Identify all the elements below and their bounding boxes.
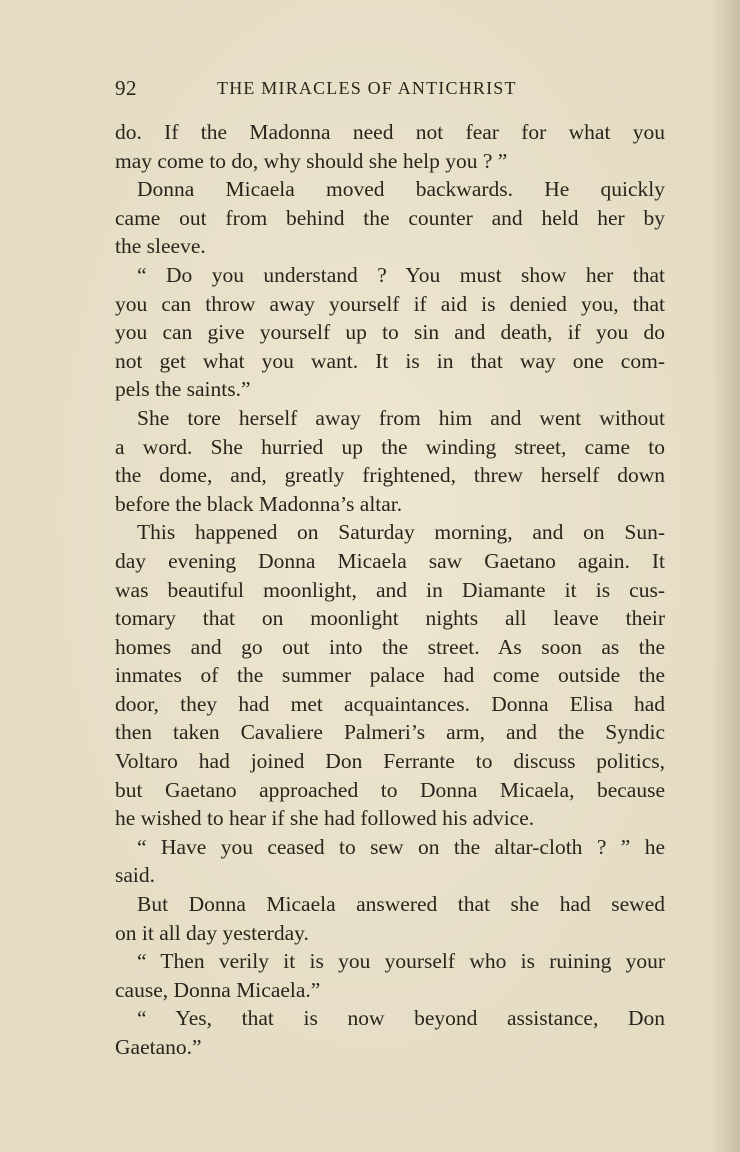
text-line: Gaetano.”: [115, 1035, 202, 1059]
text-line: tomary that on moonlight nights all leave their: [115, 606, 665, 631]
text-line: “ Do you understand ? You must show her that: [137, 262, 665, 287]
text-line: pels the saints.”: [115, 377, 251, 402]
text-line: a word. She hurried up the winding street, came to: [115, 434, 665, 459]
text-line: But Donna Micaela answered that she had sewed: [137, 892, 665, 917]
text-line: Donna Micaela moved backwards. He quickly: [137, 177, 665, 202]
text-line: This happened on Saturday morning, and on Sun-: [137, 520, 665, 545]
text-line: you can give yourself up to sin and death, if you do: [115, 320, 665, 345]
text-line: the dome, and, greatly frightened, threw herself down: [115, 463, 665, 488]
page-header: [115, 76, 565, 102]
text-line: before the black Madonna’s altar.: [115, 491, 403, 516]
text-line: came out from behind the counter and held her by: [115, 205, 665, 230]
page-number: 92: [115, 76, 137, 100]
text-line: not get what you want. It is in that way one com-: [115, 348, 665, 373]
text-line: on it all day yesterday.: [115, 920, 309, 945]
text-line: “ Have you ceased to sew on the altar-cloth ? ” he: [137, 834, 665, 859]
text-line: may come to do, why should she help you ? ”: [115, 148, 508, 173]
text-line: you can throw away yourself if aid is denied you, that: [115, 291, 665, 316]
running-title: THE MIRACLES OF ANTICHRIST: [217, 78, 517, 98]
text-line: then taken Cavaliere Palmeri’s arm, and the Syndic: [115, 720, 665, 745]
text-line: he wished to hear if she had followed his advice.: [115, 806, 535, 831]
text-line: Voltaro had joined Don Ferrante to discuss politics,: [115, 749, 665, 774]
text-line: inmates of the summer palace had come outside the: [115, 663, 665, 688]
text-line: “ Yes, that is now beyond assistance, Don: [137, 1006, 665, 1031]
text-line: but Gaetano approached to Donna Micaela, because: [115, 777, 665, 802]
text-line: cause, Donna Micaela.”: [115, 977, 321, 1002]
text-line: day evening Donna Micaela saw Gaetano again. It: [115, 548, 665, 573]
text-line: door, they had met acquaintances. Donna Elisa had: [115, 691, 665, 716]
text-line: do. If the Madonna need not fear for what you: [115, 120, 665, 144]
text-line: was beautiful moonlight, and in Diamante it is cus-: [115, 577, 665, 602]
text-line: homes and go out into the street. As soon as the: [115, 634, 665, 659]
text-line: said.: [115, 863, 156, 888]
text-line: “ Then verily it is you yourself who is ruining your: [137, 949, 665, 974]
text-line: the sleeve.: [115, 234, 206, 259]
body-text: [115, 118, 665, 1062]
text-line: She tore herself away from him and went without: [137, 405, 665, 430]
